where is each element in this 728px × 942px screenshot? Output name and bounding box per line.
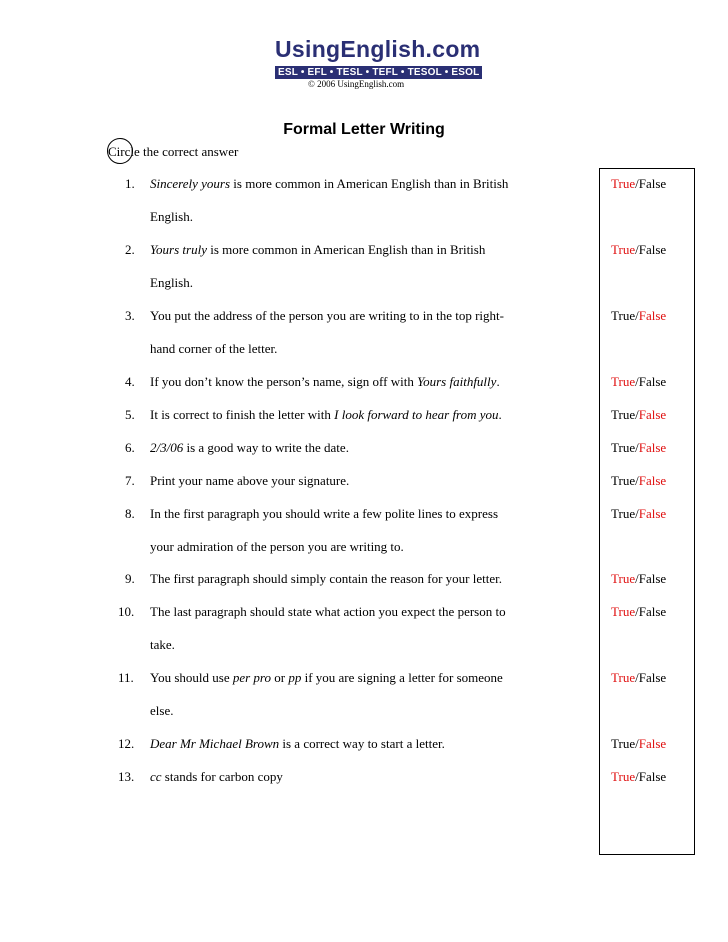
answer-choice-8[interactable]: True/False	[611, 506, 667, 521]
answer-choice-7[interactable]: True/False	[611, 473, 667, 488]
answer-choice-1[interactable]: True/False	[611, 176, 667, 191]
answer-choice-6[interactable]: True/False	[611, 440, 667, 455]
page-title: Formal Letter Writing	[283, 121, 445, 138]
logo-title: UsingEnglish.com	[275, 36, 481, 62]
answer-choice-10[interactable]: True/False	[611, 604, 667, 619]
question-text: Sincerely yours is more common in American English than in British	[150, 176, 509, 191]
answer-choice-13[interactable]: True/False	[611, 769, 667, 784]
logo-subtitle: ESL • EFL • TESL • TEFL • TESOL • ESOL	[275, 66, 482, 79]
copyright-notice: © 2006 UsingEnglish.com	[308, 79, 405, 89]
question-number: 1.	[125, 176, 135, 191]
answer-choice-2[interactable]: True/False	[611, 242, 667, 257]
answer-choice-4[interactable]: True/False	[611, 374, 667, 389]
answer-choice-5[interactable]: True/False	[611, 407, 667, 422]
answer-choice-9[interactable]: True/False	[611, 571, 667, 586]
answer-choice-3[interactable]: True/False	[611, 308, 667, 323]
instruction-text: Circle the correct answer	[108, 144, 239, 159]
answer-choice-11[interactable]: True/False	[611, 670, 667, 685]
answer-choice-12[interactable]: True/False	[611, 736, 667, 751]
usingenglish-logo	[275, 36, 481, 80]
